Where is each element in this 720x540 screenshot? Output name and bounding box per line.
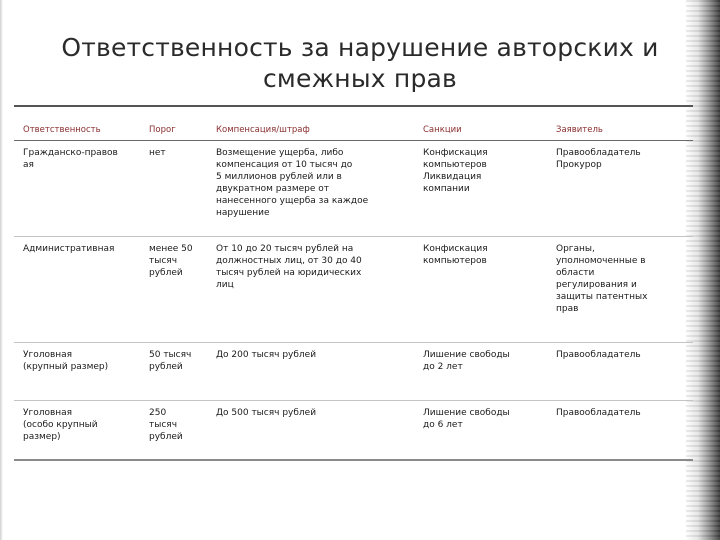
header-sanctions: Санкции [414,107,547,141]
cell-liability: Уголовная (особо крупный размер) [23,408,98,442]
liability-table [14,107,693,459]
cell-claimant: Правообладатель [556,408,641,418]
cell-compensation: До 500 тысяч рублей [216,408,317,418]
table-row [14,401,693,459]
table-header-row [14,107,693,141]
cell-liability: Уголовная (крупный размер) [14,343,140,401]
header-claimant: Заявитель [547,107,693,141]
cell-claimant: Правообладатель [547,343,693,401]
cell-threshold: 50 тысяч рублей [140,343,207,401]
table-row [14,237,693,343]
cell-compensation: До 200 тысяч рублей [207,343,414,401]
slide-title [40,32,680,94]
header-liability: Ответственность [14,107,140,141]
cell-compensation: От 10 до 20 тысяч рублей на должностных лиц, от 30 до 40 тысяч рублей на юридических лиц [207,237,414,343]
slide-title-line-2: смежных прав [262,64,457,93]
cell-threshold: нет [140,141,207,237]
table-row [14,343,693,401]
cell-claimant: Органы, уполномоченные в области регулирования и защиты патентных прав [547,237,693,343]
cell-liability: Административная [14,237,140,343]
cell-threshold: менее 50 тысяч рублей [140,237,207,343]
slide-title-line-1: Ответственность за нарушение авторских и [61,33,659,62]
cell-sanctions: Лишение свободы до 2 лет [414,343,547,401]
cell-sanctions: Конфискация компьютеров [414,237,547,343]
cell-sanctions: Конфискация компьютеров Ликвидация компании [414,141,547,237]
cell-compensation: Возмещение ущерба, либо компенсация от 10 тысяч до 5 миллионов рублей или в двукратном размере от нанесенного ущерба за каждое нарушение [207,141,414,237]
header-threshold: Порог [140,107,207,141]
cell-sanctions: Лишение свободы до 6 лет [423,408,510,430]
liability-table-container [14,105,693,461]
table-row [14,141,693,237]
cell-liability: Гражданско-правов ая [14,141,140,237]
header-compensation: Компенсация/штраф [207,107,414,141]
cell-threshold: 250 тысяч рублей [149,408,183,442]
cell-claimant: Правообладатель Прокурор [547,141,693,237]
slide-left-edge [0,0,3,540]
